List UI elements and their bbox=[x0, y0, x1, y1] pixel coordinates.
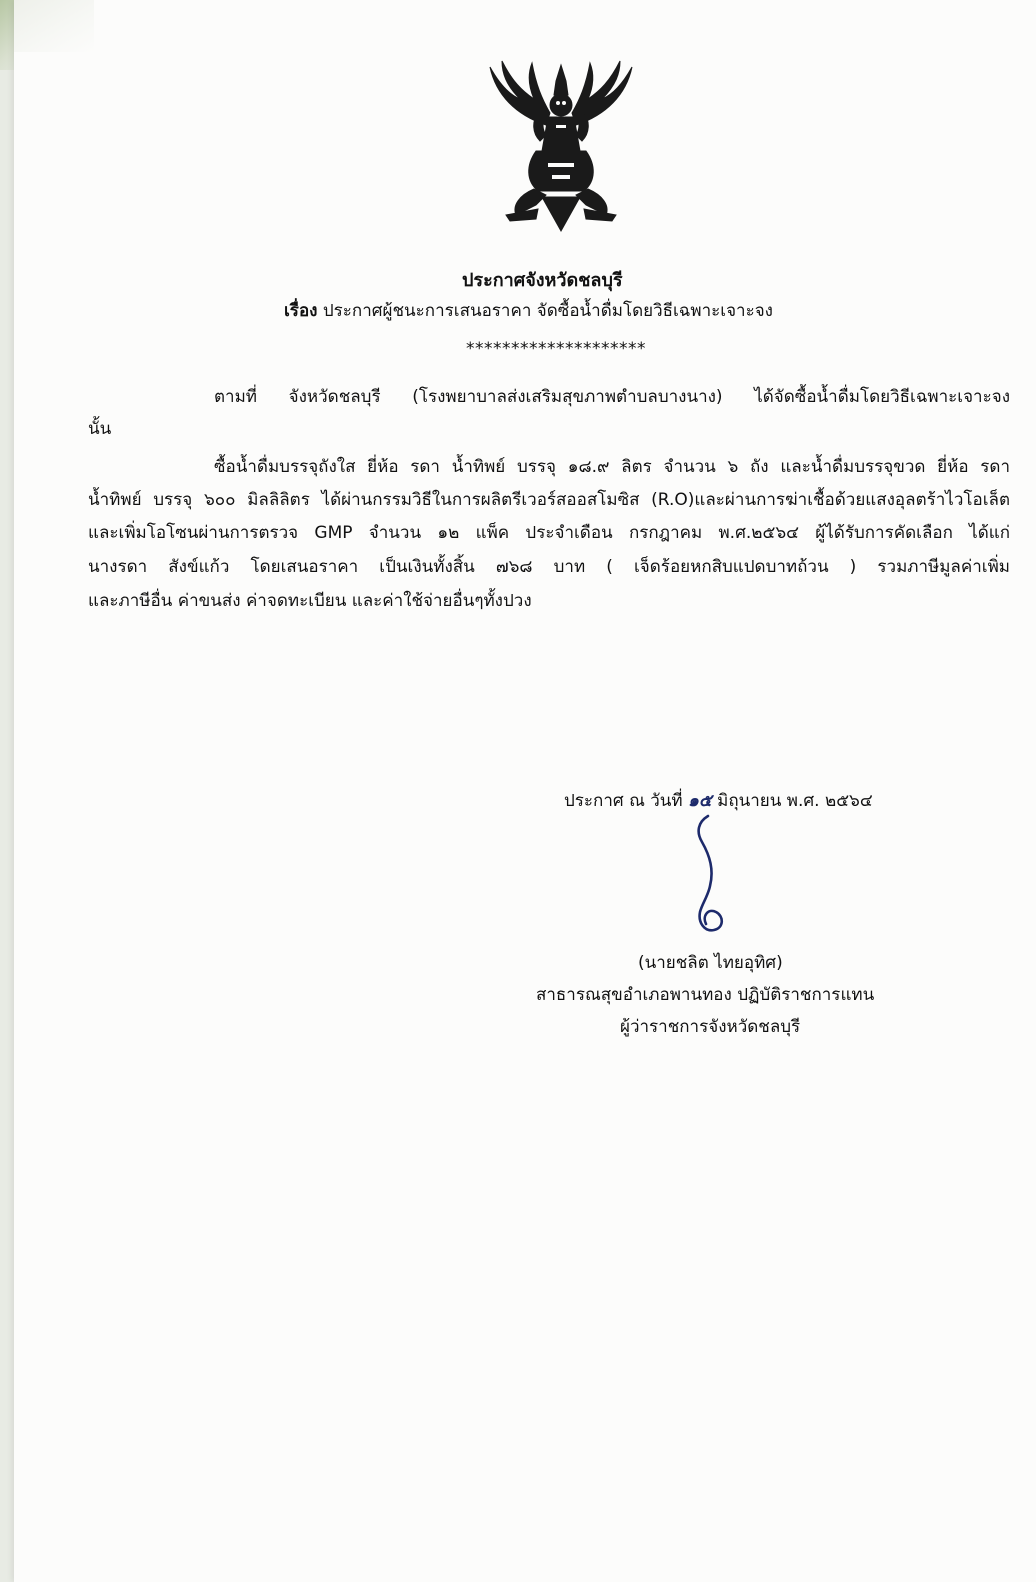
header-separator: ******************** bbox=[466, 339, 646, 359]
paragraph-1-line-1: ตามที่ จังหวัดชลบุรี (โรงพยาบาลส่งเสริมสุขภาพตำบลบางนาง) ได้จัดซื้อน้ำดื่มโดยวิธีเฉพาะเจาะจง bbox=[214, 387, 1010, 407]
subject-line bbox=[284, 300, 773, 322]
handwritten-signature bbox=[680, 812, 740, 937]
garuda-emblem-icon bbox=[476, 55, 646, 235]
paper-fold bbox=[14, 0, 94, 52]
announcement-day: ๑๕ bbox=[688, 791, 712, 811]
paragraph-2-line-2: น้ำทิพย์ บรรจุ ๖๐๐ มิลลิลิตร ได้ผ่านกรรมวิธีในการผลิตรีเวอร์สออสโมซิส (R.O)และผ่านการฆ่าเชื้อด้วยแสงอุลตร้าไวโอเล็ต bbox=[88, 490, 1010, 510]
announcement-date bbox=[564, 790, 873, 812]
paragraph-2-line-5: และภาษีอื่น ค่าขนส่ง ค่าจดทะเบียน และค่าใช้จ่ายอื่นๆทั้งปวง bbox=[88, 591, 532, 611]
signatory-position-line-1: สาธารณสุขอำเภอพานทอง ปฏิบัติราชการแทน bbox=[536, 985, 875, 1005]
subject-text: ประกาศผู้ชนะการเสนอราคา จัดซื้อน้ำดื่มโดยวิธีเฉพาะเจาะจง bbox=[322, 301, 773, 321]
announcement-prefix: ประกาศ ณ วันที่ bbox=[564, 791, 683, 811]
announcement-month-year: มิถุนายน พ.ศ. ๒๕๖๔ bbox=[717, 791, 873, 811]
signatory-position-line-2: ผู้ว่าราชการจังหวัดชลบุรี bbox=[620, 1017, 801, 1037]
signatory-name: (นายชลิต ไทยอุทิศ) bbox=[638, 953, 783, 973]
document-title: ประกาศจังหวัดชลบุรี bbox=[462, 270, 623, 291]
paragraph-2-line-1: ซื้อน้ำดื่มบรรจุถังใส ยี่ห้อ รดา น้ำทิพย์ บรรจุ ๑๘.๙ ลิตร จำนวน ๖ ถัง และน้ำดื่มบรรจุขวด ยี่ห้อ รดา bbox=[214, 457, 1010, 477]
document-page bbox=[14, 0, 1036, 1582]
paragraph-2-line-4: นางรดา สังข์แก้ว โดยเสนอราคา เป็นเงินทั้งสิ้น ๗๖๘ บาท ( เจ็ดร้อยหกสิบแปดบาทถ้วน ) รวมภาษีมูลค่าเพิ่ม bbox=[88, 557, 1010, 577]
subject-label: เรื่อง bbox=[284, 301, 318, 321]
paragraph-2-line-3: และเพิ่มโอโซนผ่านการตรวจ GMP จำนวน ๑๒ แพ็ค ประจำเดือน กรกฎาคม พ.ศ.๒๕๖๔ ผู้ได้รับการคัดเลือก ได้แก่ bbox=[88, 523, 1010, 543]
paragraph-1-line-2: นั้น bbox=[88, 419, 112, 439]
